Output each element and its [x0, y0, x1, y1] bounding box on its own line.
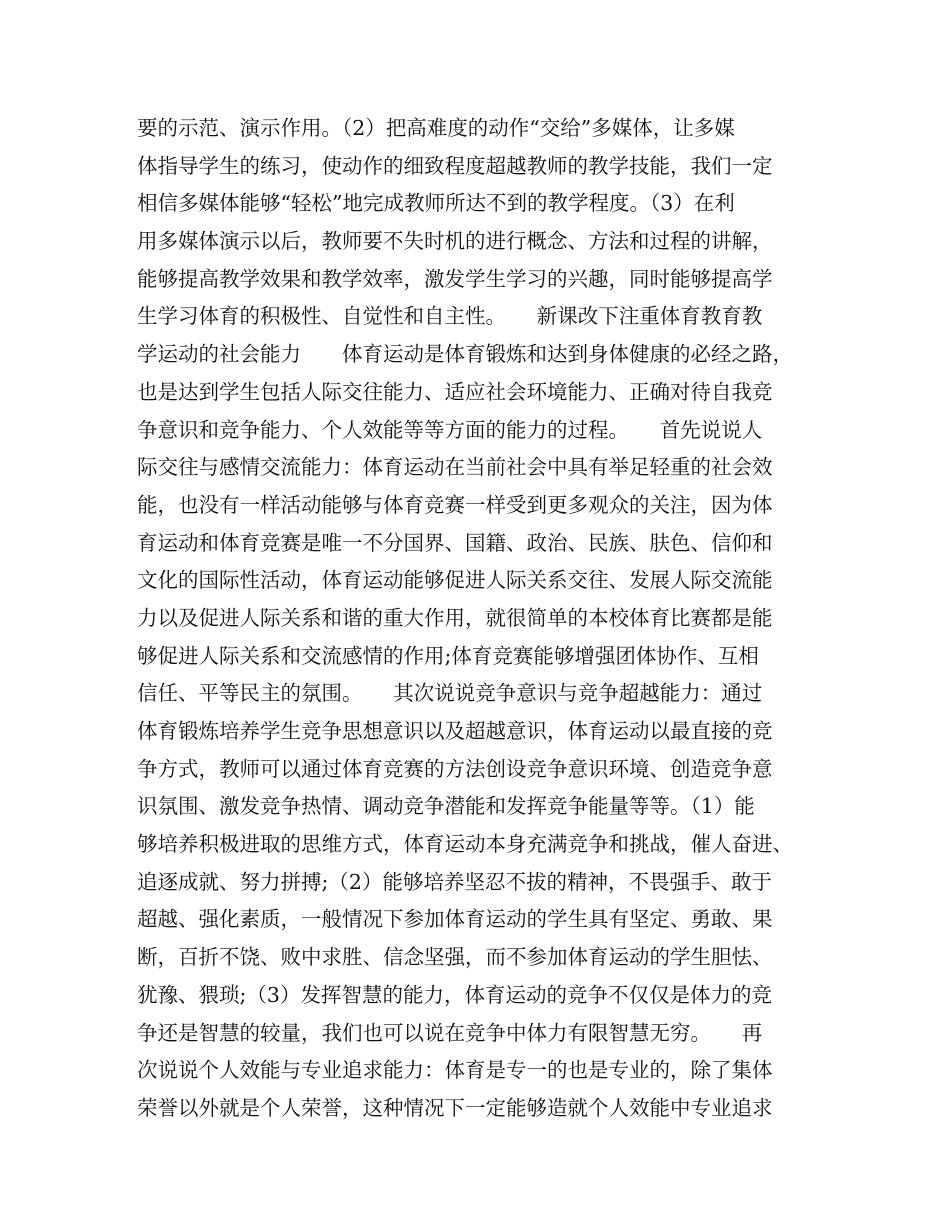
- text-line: 够培养积极进取的思维方式，体育运动本身充满竞争和挑战，催人奋进、: [137, 832, 793, 857]
- text-line: 够促进人际关系和交流感情的作用;体育竞赛能够增强团体协作、互相: [137, 643, 759, 668]
- text-line: 体育锻炼培养学生竞争思想意识以及超越意识，体育运动以最直接的竞: [137, 719, 773, 743]
- text-line: 断，百折不饶、败中求胜、信念坚强，而不参加体育运动的学生胆怯、: [137, 945, 773, 970]
- text-line: 识氛围、激发竞争热情、调动竞争潜能和发挥竞争能量等等。（1）能: [137, 794, 755, 819]
- text-line: 文化的国际性活动，体育运动能够促进人际关系交往、发展人际交流能: [137, 568, 773, 593]
- text-line: 学运动的社会能力 体育运动是体育锻炼和达到身体健康的必经之路，: [137, 342, 793, 367]
- text-line: 次说说个人效能与专业追求能力：体育是专一的也是专业的，除了集体: [137, 1058, 773, 1083]
- text-line: 用多媒体演示以后，教师要不失时机的进行概念、方法和过程的讲解，: [137, 229, 773, 254]
- text-line: 际交往与感情交流能力：体育运动在当前社会中具有举足轻重的社会效: [137, 455, 773, 480]
- text-line: 体指导学生的练习，使动作的细致程度超越教师的教学技能，我们一定: [137, 153, 773, 178]
- text-line: 能够提高教学效果和教学效率，激发学生学习的兴趣，同时能够提高学: [137, 266, 773, 291]
- text-line: 追逐成就、努力拼搏;（2）能够培养坚忍不拔的精神，不畏强手、敢于: [137, 869, 772, 894]
- text-line: 信任、平等民主的氛围。 其次说说竞争意识与竞争超越能力：通过: [137, 681, 763, 706]
- text-line: 相信多媒体能够“轻松”地完成教师所达不到的教学程度。（3）在利: [137, 191, 735, 216]
- text-line: 生学习体育的积极性、自觉性和自主性。 新课改下注重体育教育教: [137, 304, 763, 329]
- text-line: 犹豫、猥琐;（3）发挥智慧的能力，体育运动的竞争不仅仅是体力的竞: [137, 982, 772, 1007]
- text-line: 争还是智慧的较量，我们也可以说在竞争中体力有限智慧无穷。 再: [137, 1020, 763, 1045]
- text-line: 争意识和竞争能力、个人效能等等方面的能力的过程。 首先说说人: [137, 417, 763, 442]
- text-line: 育运动和体育竞赛是唯一不分国界、国籍、政治、民族、肤色、信仰和: [137, 530, 773, 555]
- body-text: [137, 110, 827, 1128]
- text-line: 荣誉以外就是个人荣誉，这种情况下一定能够造就个人效能中专业追求: [137, 1095, 773, 1120]
- text-line: 超越、强化素质，一般情况下参加体育运动的学生具有坚定、勇敢、果: [137, 907, 773, 932]
- text-line: 也是达到学生包括人际交往能力、适应社会环境能力、正确对待自我竞: [137, 379, 773, 404]
- text-line: 力以及促进人际关系和谐的重大作用，就很简单的本校体育比赛都是能: [137, 605, 773, 630]
- text-line: 要的示范、演示作用。（2）把高难度的动作“交给”多媒体，让多媒: [137, 116, 735, 140]
- text-line: 争方式，教师可以通过体育竞赛的方法创设竞争意识环境、创造竞争意: [137, 756, 773, 781]
- text-line: 能，也没有一样活动能够与体育竞赛一样受到更多观众的关注，因为体: [137, 492, 773, 517]
